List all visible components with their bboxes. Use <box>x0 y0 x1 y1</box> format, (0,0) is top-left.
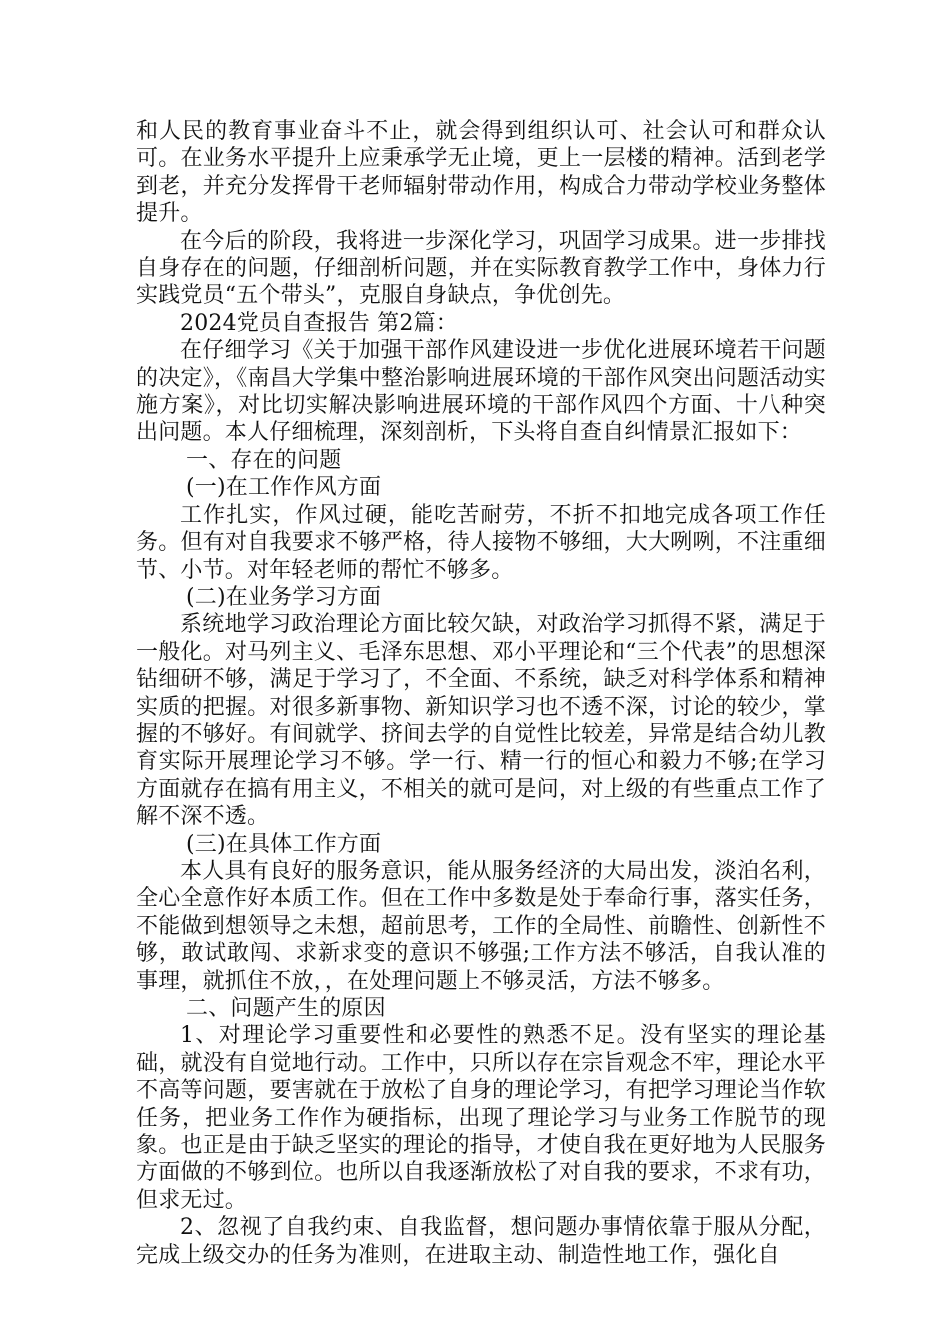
subheading-work-style: (一)在工作作风方面 <box>186 475 382 501</box>
paragraph-cause-1: 1、对理论学习重要性和必要性的熟悉不足。没有坚实的理论基础，就没有自觉地行动。工作中，只所以存在宗旨观念不牢，理论水平不高等问题，要害就在于放松了自身的理论学习，有把学习理论当作软任务，把业务工作作为硬指标，出现了理论学习与业务工作脱节的现象。也正是由于缺乏坚实的理论的指导，才使自我在更好地为人民服务方面做的不够到位。也所以自我逐渐放松了对自我的要求，不求有功，但求无过。 <box>136 1023 826 1213</box>
subheading-study: (二)在业务学习方面 <box>186 584 382 610</box>
subheading-specific-work: (三)在具体工作方面 <box>186 831 382 857</box>
paragraph-continuation: 和人民的教育事业奋斗不止，就会得到组织认可、社会认可和群众认可。在业务水平提升上应秉承学无止境，更上一层楼的精神。活到老学到老，并充分发挥骨干老师辐射带动作用，构成合力带动学校业务整体提升。 <box>136 119 826 227</box>
paragraph-study: 系统地学习政治理论方面比较欠缺，对政治学习抓得不紧，满足于一般化。对马列主义、毛泽东思想、邓小平理论和“三个代表”的思想深钻细研不够，满足于学习了，不全面、不系统，缺乏对科学体系和精神实质的把握。对很多新事物、新知识学习也不透不深，讨论的较少，掌握的不够好。有间就学、挤间去学的自觉性比较差，异常是结合幼儿教育实际开展理论学习不够。学一行、精一行的恒心和毅力不够;在学习方面就存在搞有用主义，不相关的就可是问，对上级的有些重点工作了解不深不透。 <box>136 612 826 830</box>
document-body <box>136 118 826 1269</box>
paragraph-intro: 在仔细学习《关于加强干部作风建设进一步优化进展环境若干问题的决定》，《南昌大学集中整治影响进展环境的干部作风突出问题活动实施方案》，对比切实解决影响进展环境的干部作风四个方面、十八种突出问题。本人仔细梳理，深刻剖析，下头将自查自纠情景汇报如下： <box>136 338 826 446</box>
paragraph-work-style: 工作扎实，作风过硬，能吃苦耐劳，不折不扣地完成各项工作任务。但有对自我要求不够严格，待人接物不够细，大大咧咧，不注重细节、小节。对年轻老师的帮忙不够多。 <box>136 502 826 583</box>
heading-existing-problems: 一、存在的问题 <box>186 447 342 473</box>
paragraph-specific-work: 本人具有良好的服务意识，能从服务经济的大局出发，淡泊名利，全心全意作好本质工作。但在工作中多数是处于奉命行事，落实任务，不能做到想领导之未想，超前思考，工作的全局性、前瞻性、创新性不够，敢试敢闯、求新求变的意识不够强;工作方法不够活，自我认准的事理，就抓住不放，，在处理问题上不够灵活，方法不够多。 <box>136 858 826 994</box>
section-title-report-2: 2024党员自查报告 第2篇： <box>180 310 458 336</box>
heading-causes: 二、问题产生的原因 <box>186 996 386 1021</box>
paragraph-cause-2: 2、忽视了自我约束、自我监督，想问题办事情依靠于服从分配，完成上级交办的任务为准则，在进取主动、制造性地工作，强化自 <box>136 1215 826 1268</box>
paragraph-future-plan: 在今后的阶段，我将进一步深化学习，巩固学习成果。进一步排找自身存在的问题，仔细剖析问题，并在实际教育教学工作中，身体力行实践党员“五个带头”，克服自身缺点，争优创先。 <box>136 228 826 309</box>
